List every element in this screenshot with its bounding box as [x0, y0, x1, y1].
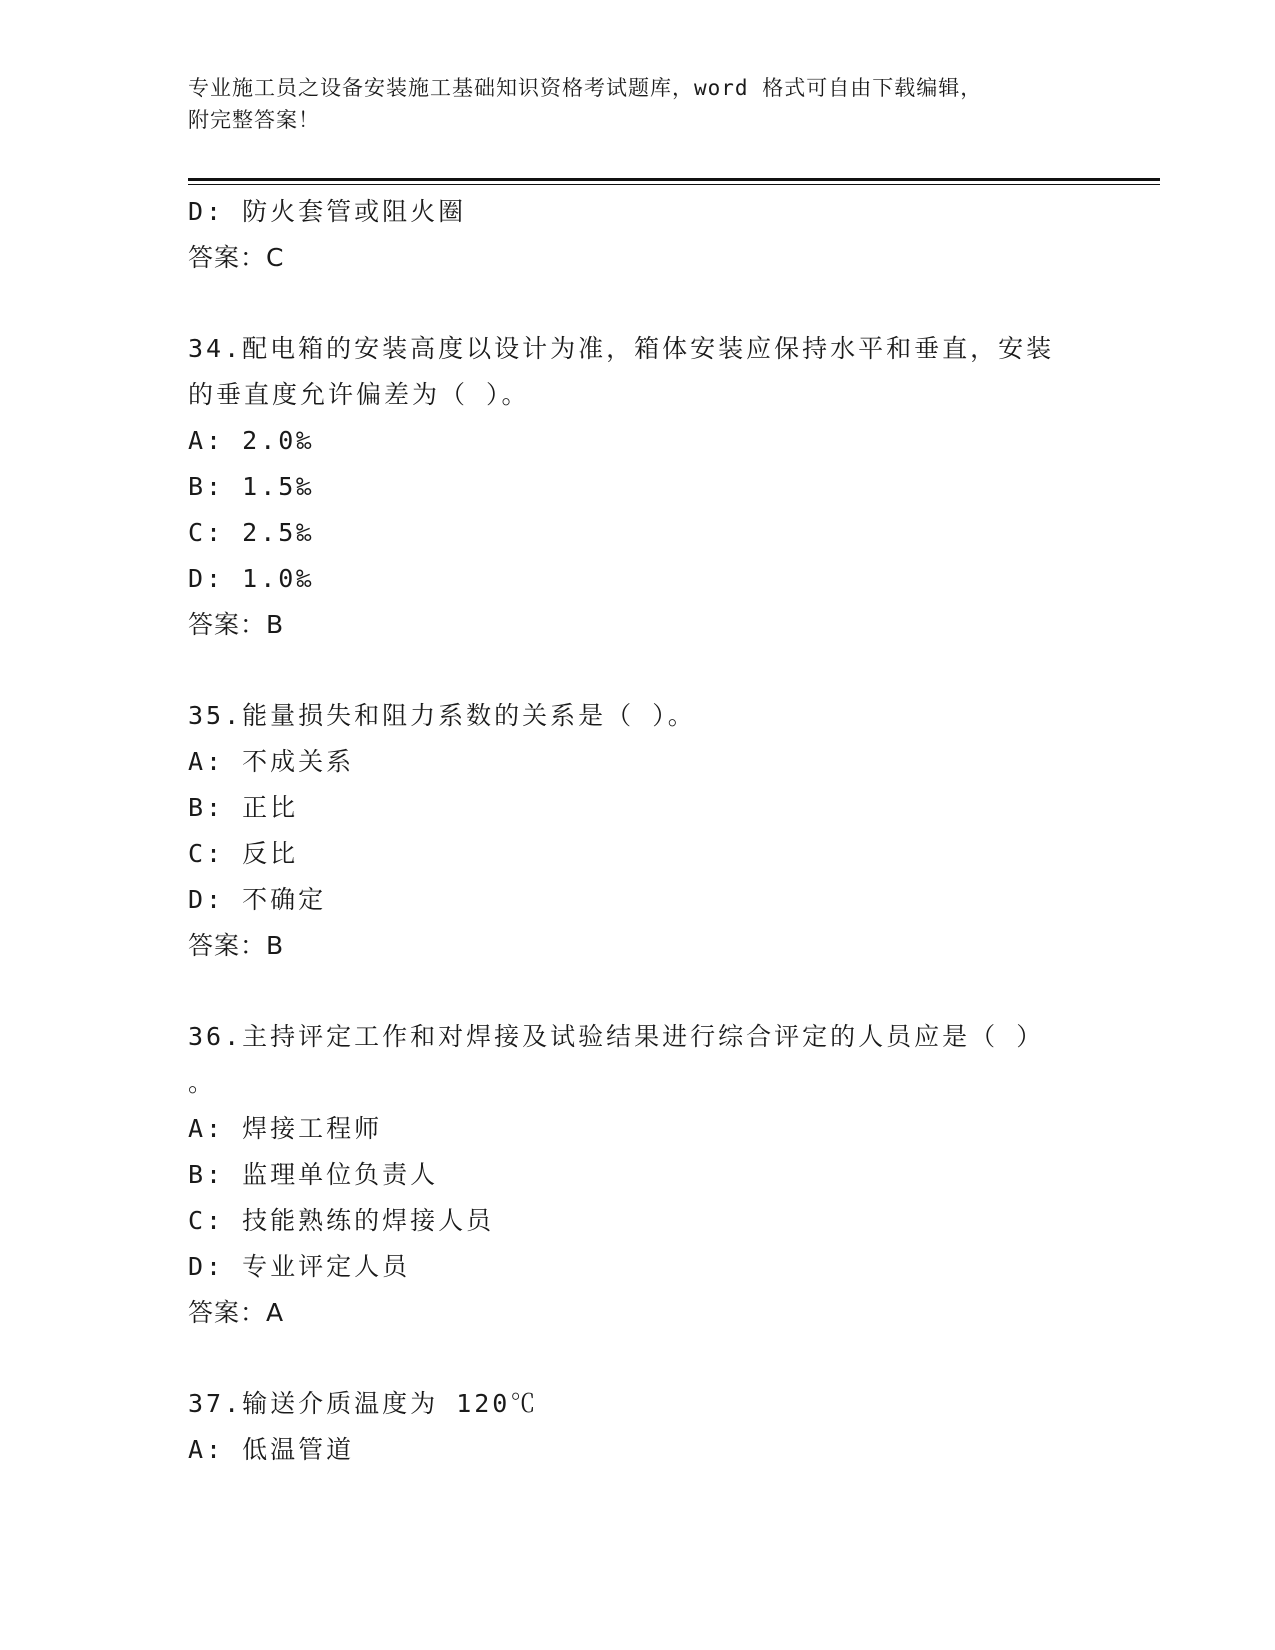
option-c: C: 2.5‰ [188, 518, 315, 547]
header-divider-thin [188, 184, 1160, 185]
question-stem-continued: 。 [188, 1068, 217, 1097]
spacer [188, 1336, 1088, 1381]
option-d: D: 不确定 [188, 885, 327, 914]
option-a: A: 不成关系 [188, 747, 355, 776]
spacer [188, 648, 1088, 693]
answer: 答案：A [188, 1298, 285, 1327]
question-34 [188, 326, 1088, 648]
option-c: C: 反比 [188, 839, 299, 868]
spacer [188, 281, 1088, 326]
question-list [188, 189, 1088, 1473]
question-36 [188, 1014, 1088, 1336]
option-d: D: 1.0‰ [188, 564, 315, 593]
question-33-tail [188, 189, 1088, 281]
header-line-1: 专业施工员之设备安装施工基础知识资格考试题库，word 格式可自由下载编辑， [188, 76, 983, 100]
answer: 答案：B [188, 931, 285, 960]
answer: 答案：C [188, 243, 285, 272]
document-header [188, 72, 1088, 136]
question-stem-continued: 的垂直度允许偏差为（ ）。 [188, 380, 530, 409]
option-b: B: 监理单位负责人 [188, 1160, 439, 1189]
option-b: B: 正比 [188, 793, 299, 822]
question-stem: 36.主持评定工作和对焊接及试验结果进行综合评定的人员应是（ ） [188, 1022, 1045, 1051]
answer: 答案：B [188, 610, 285, 639]
question-37 [188, 1381, 1088, 1473]
option-a: A: 焊接工程师 [188, 1114, 383, 1143]
header-divider-thick [188, 178, 1160, 181]
question-35 [188, 693, 1088, 969]
option-b: B: 1.5‰ [188, 472, 315, 501]
option-d: D: 防火套管或阻火圈 [188, 197, 467, 226]
question-stem: 37.输送介质温度为 120℃ [188, 1389, 539, 1418]
option-d: D: 专业评定人员 [188, 1252, 411, 1281]
header-line-2: 附完整答案！ [188, 108, 320, 132]
option-c: C: 技能熟练的焊接人员 [188, 1206, 495, 1235]
spacer [188, 969, 1088, 1014]
option-a: A: 低温管道 [188, 1435, 355, 1464]
option-a: A: 2.0‰ [188, 426, 315, 455]
question-stem: 34.配电箱的安装高度以设计为准，箱体安装应保持水平和垂直，安装 [188, 334, 1055, 363]
question-stem: 35.能量损失和阻力系数的关系是（ ）。 [188, 701, 696, 730]
